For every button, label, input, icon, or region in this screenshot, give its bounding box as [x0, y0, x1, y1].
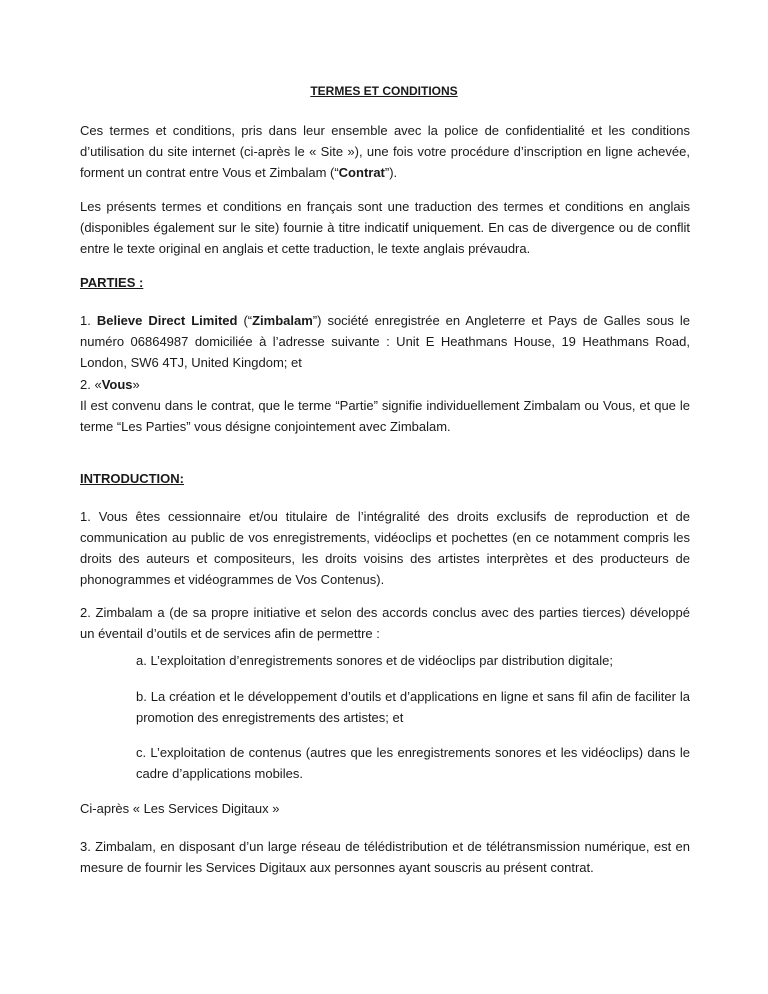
document-title: TERMES ET CONDITIONS — [310, 84, 458, 98]
bold-term: Contrat — [338, 165, 385, 180]
sub-item-a: a. L’exploitation d’enregistrements sonores et de vidéoclips par distribution digitale; — [136, 653, 613, 668]
text: ”) société enregistrée en Angleterre et Pays de Galles sous le numéro 06864987 domiciliée à l’adresse suivante : Unit E Heathmans House, 19 Heathmans Road, London, SW6 4TJ, United Kingdom; et — [80, 313, 690, 370]
text: (“ — [237, 313, 253, 328]
introduction-item-1: 1. Vous êtes cessionnaire et/ou titulaire de l’intégralité des droits exclusifs de reproduction et de communication au public de vos enregistrements, vidéoclips et pochettes (en ce notamment compris les droits des auteurs et compositeurs, les droits voisins des artistes interprètes et des producteurs de phonogrammes et vidéogrammes de Vos Contenus). — [80, 509, 690, 587]
paragraph-contract — [80, 120, 690, 183]
text: » — [132, 377, 140, 392]
introduction-item-3: 3. Zimbalam, en disposant d’un large réseau de télédistribution et de télétransmission numérique, est en mesure de fournir les Services Digitaux aux personnes ayant souscris au présent contrat. — [80, 839, 690, 875]
sub-item-b: b. La création et le développement d’outils et d’applications en ligne et sans fil afin de faciliter la promotion des enregistrements des artistes; et — [136, 689, 690, 725]
introduction-item-2: 2. Zimbalam a (de sa propre initiative et selon des accords conclus avec des parties tierces) développé un éventail d’outils et de services afin de permettre : — [80, 605, 690, 641]
introduction-heading: INTRODUCTION: — [80, 471, 184, 486]
party-2 — [80, 374, 690, 437]
text: Il est convenu dans le contrat, que le terme “Partie” signifie individuellement Zimbalam ou Vous, et que le terme “Les Parties” vous désigne conjointement avec Zimbalam. — [80, 398, 690, 434]
text: ”). — [384, 165, 398, 180]
sub-item-c: c. L’exploitation de contenus (autres que les enregistrements sonores et les vidéoclips) dans le cadre d’applications mobiles. — [136, 745, 690, 781]
bold-term: Believe Direct Limited — [96, 313, 238, 328]
bold-term: Zimbalam — [252, 313, 313, 328]
party-1 — [80, 310, 690, 373]
text: 2. « — [80, 377, 102, 392]
services-note: Ci-après « Les Services Digitaux » — [80, 801, 280, 816]
text: 1. — [80, 313, 97, 328]
bold-term: Vous — [101, 377, 133, 392]
text: Ces termes et conditions, pris dans leur ensemble avec la police de confidentialité et les conditions d’utilisation du site internet (ci-après le « Site »), une fois votre procédure d’inscription en ligne achevée, forment un contrat entre Vous et Zimbalam (“ — [80, 123, 690, 180]
paragraph-translation-notice: Les présents termes et conditions en français sont une traduction des termes et conditions en anglais (disponibles également sur le site) fournie à titre indicatif uniquement. En cas de divergence ou de conflit entre le texte original en anglais et cette traduction, le texte anglais prévaudra. — [80, 199, 690, 256]
parties-heading: PARTIES : — [80, 275, 144, 290]
